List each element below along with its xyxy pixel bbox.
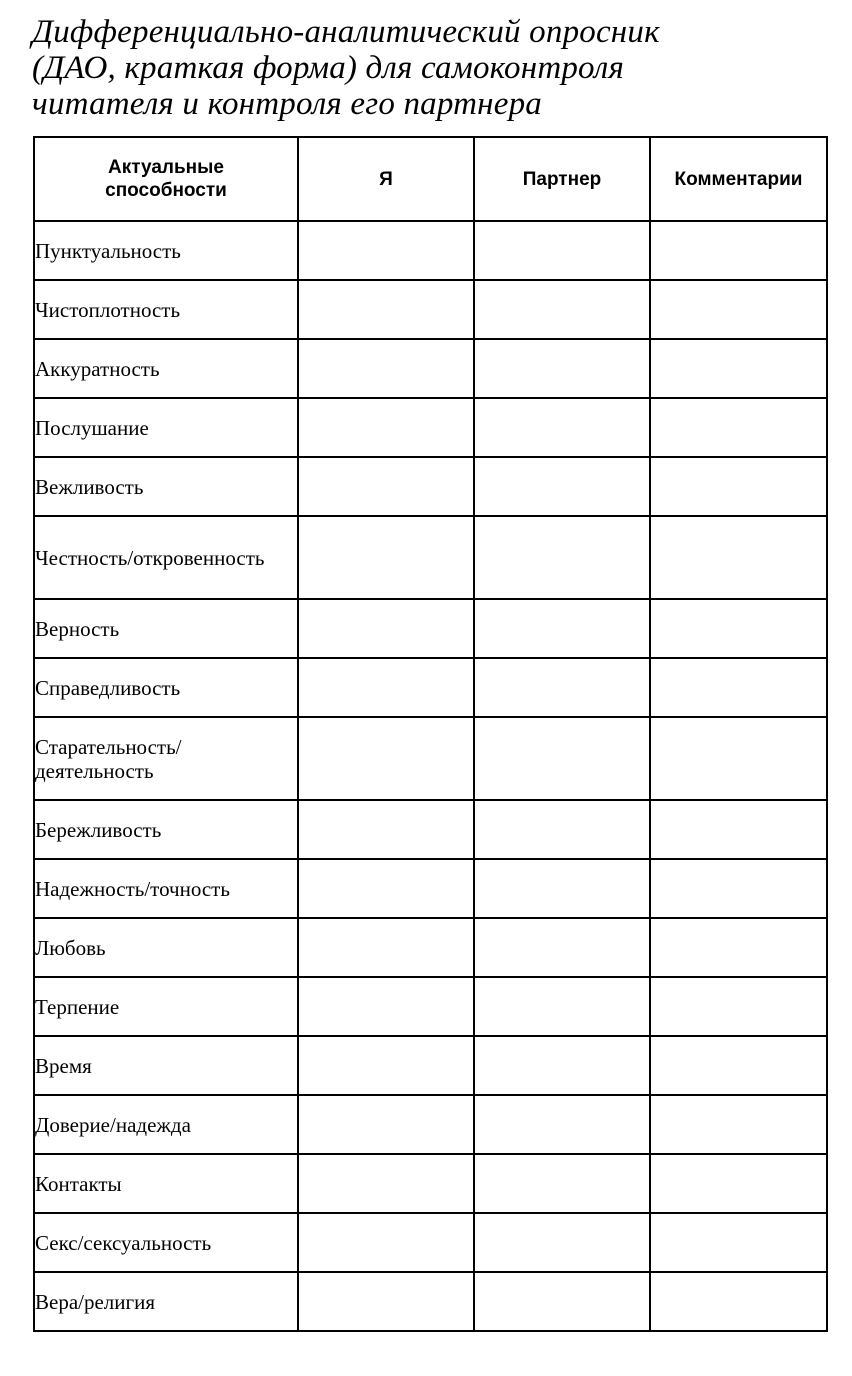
self-cell[interactable] <box>298 398 474 457</box>
header-abilities: Актуальные способности <box>34 137 298 221</box>
comment-cell[interactable] <box>650 859 827 918</box>
table-row <box>34 658 827 717</box>
table-row <box>34 280 827 339</box>
ability-label: Секс/сексуальность <box>34 1213 298 1272</box>
partner-cell[interactable] <box>474 339 650 398</box>
table-row <box>34 457 827 516</box>
ability-label: Вера/религия <box>34 1272 298 1331</box>
ability-label: Контакты <box>34 1154 298 1213</box>
header-self: Я <box>298 137 474 221</box>
ability-label: Аккуратность <box>34 339 298 398</box>
title-line-3: читателя и контроля его партнера <box>32 86 542 122</box>
self-cell[interactable] <box>298 859 474 918</box>
table-row <box>34 717 827 800</box>
table-row <box>34 1272 827 1331</box>
comment-cell[interactable] <box>650 658 827 717</box>
header-partner: Партнер <box>474 137 650 221</box>
partner-cell[interactable] <box>474 599 650 658</box>
self-cell[interactable] <box>298 800 474 859</box>
partner-cell[interactable] <box>474 1036 650 1095</box>
self-cell[interactable] <box>298 339 474 398</box>
comment-cell[interactable] <box>650 221 827 280</box>
partner-cell[interactable] <box>474 717 650 800</box>
self-cell[interactable] <box>298 516 474 599</box>
comment-cell[interactable] <box>650 800 827 859</box>
self-cell[interactable] <box>298 280 474 339</box>
partner-cell[interactable] <box>474 398 650 457</box>
title-line-2: (ДАО, краткая форма) для самоконтроля <box>32 50 625 86</box>
comment-cell[interactable] <box>650 918 827 977</box>
self-cell[interactable] <box>298 599 474 658</box>
survey-table <box>33 136 828 1332</box>
comment-cell[interactable] <box>650 339 827 398</box>
table-row <box>34 800 827 859</box>
table-row <box>34 918 827 977</box>
comment-cell[interactable] <box>650 1036 827 1095</box>
partner-cell[interactable] <box>474 1154 650 1213</box>
ability-label: Пунктуальность <box>34 221 298 280</box>
self-cell[interactable] <box>298 658 474 717</box>
partner-cell[interactable] <box>474 1213 650 1272</box>
ability-label: Вежливость <box>34 457 298 516</box>
header-row <box>34 137 827 221</box>
partner-cell[interactable] <box>474 918 650 977</box>
comment-cell[interactable] <box>650 280 827 339</box>
table-row <box>34 398 827 457</box>
ability-label: Честность/откровенность <box>34 516 298 599</box>
ability-label: Терпение <box>34 977 298 1036</box>
partner-cell[interactable] <box>474 800 650 859</box>
ability-label: Бережливость <box>34 800 298 859</box>
partner-cell[interactable] <box>474 977 650 1036</box>
partner-cell[interactable] <box>474 859 650 918</box>
table-row <box>34 1095 827 1154</box>
document-title <box>32 14 832 122</box>
self-cell[interactable] <box>298 1272 474 1331</box>
ability-label: Чистоплотность <box>34 280 298 339</box>
table-row <box>34 599 827 658</box>
comment-cell[interactable] <box>650 1213 827 1272</box>
self-cell[interactable] <box>298 1036 474 1095</box>
ability-label: Время <box>34 1036 298 1095</box>
comment-cell[interactable] <box>650 599 827 658</box>
self-cell[interactable] <box>298 221 474 280</box>
comment-cell[interactable] <box>650 977 827 1036</box>
table-row <box>34 1154 827 1213</box>
partner-cell[interactable] <box>474 1272 650 1331</box>
self-cell[interactable] <box>298 1154 474 1213</box>
table-row <box>34 977 827 1036</box>
comment-cell[interactable] <box>650 516 827 599</box>
title-line-1: Дифференциально-аналитический опросник <box>32 14 660 50</box>
table-row <box>34 1036 827 1095</box>
partner-cell[interactable] <box>474 1095 650 1154</box>
comment-cell[interactable] <box>650 1272 827 1331</box>
table-row <box>34 859 827 918</box>
ability-label: Любовь <box>34 918 298 977</box>
self-cell[interactable] <box>298 1213 474 1272</box>
ability-label: Надежность/точность <box>34 859 298 918</box>
table-row <box>34 339 827 398</box>
self-cell[interactable] <box>298 977 474 1036</box>
comment-cell[interactable] <box>650 1095 827 1154</box>
self-cell[interactable] <box>298 457 474 516</box>
partner-cell[interactable] <box>474 516 650 599</box>
comment-cell[interactable] <box>650 398 827 457</box>
partner-cell[interactable] <box>474 457 650 516</box>
header-comments: Комментарии <box>650 137 827 221</box>
partner-cell[interactable] <box>474 658 650 717</box>
self-cell[interactable] <box>298 918 474 977</box>
ability-label: Справедливость <box>34 658 298 717</box>
ability-label: Старательность/деятельность <box>34 717 298 800</box>
ability-label: Послушание <box>34 398 298 457</box>
table-row <box>34 221 827 280</box>
partner-cell[interactable] <box>474 221 650 280</box>
comment-cell[interactable] <box>650 457 827 516</box>
comment-cell[interactable] <box>650 717 827 800</box>
ability-label: Доверие/надежда <box>34 1095 298 1154</box>
table-row <box>34 516 827 599</box>
ability-label: Верность <box>34 599 298 658</box>
self-cell[interactable] <box>298 1095 474 1154</box>
comment-cell[interactable] <box>650 1154 827 1213</box>
self-cell[interactable] <box>298 717 474 800</box>
table-row <box>34 1213 827 1272</box>
partner-cell[interactable] <box>474 280 650 339</box>
